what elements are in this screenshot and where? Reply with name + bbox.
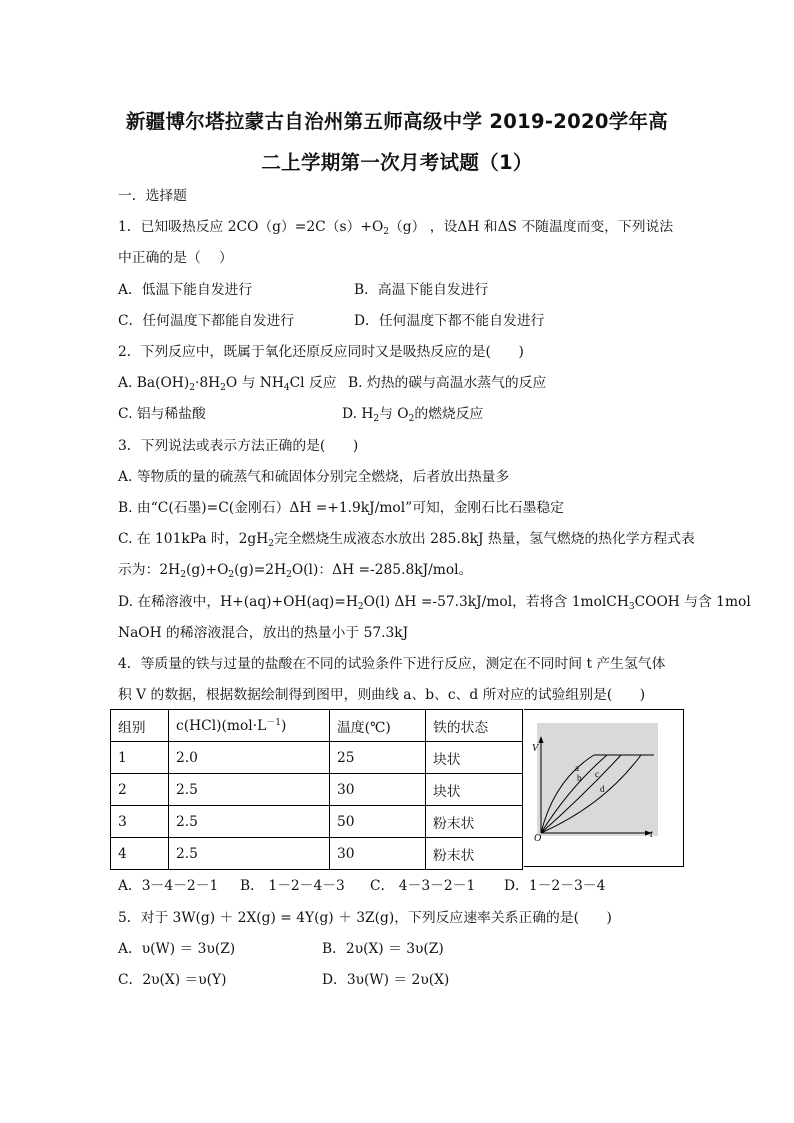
q2-option-b[interactable]: B. 灼热的碳与高温水蒸气的反应 <box>348 375 547 391</box>
cell-temp: 25 <box>330 742 426 774</box>
cell-temp: 30 <box>330 774 426 806</box>
q2-option-d[interactable]: D. $H_2$与 $O_2$的燃烧反应 <box>342 406 484 424</box>
q5-option-b[interactable]: B．2υ(X) ＝ 3υ(Z) <box>322 941 444 957</box>
cell-group: 2 <box>111 774 169 806</box>
q3-stem: 3．下列说法或表示方法正确的是( ) <box>118 438 359 454</box>
cell-group: 4 <box>111 838 169 870</box>
q5-option-c[interactable]: C．2υ(X) ＝υ(Y) <box>118 972 227 988</box>
q5-stem: 5．对于 3W(g) ＋ 2X(g) = 4Y(g) ＋ 3Z(g)，下列反应速率关系正确的是( ) <box>118 910 612 926</box>
q4-data-table <box>110 709 523 870</box>
curve-b-label: b <box>577 773 582 783</box>
q1-option-c[interactable]: C．任何温度下都能自发进行 <box>118 313 295 329</box>
q1-stem-line2: 中正确的是（ ） <box>118 250 233 266</box>
cell-temp: 30 <box>330 838 426 870</box>
cell-state: 粉末状 <box>426 838 523 870</box>
q2-stem: 2．下列反应中，既属于氧化还原反应同时又是吸热反应的是( ) <box>118 344 524 360</box>
graph-y-label: V <box>532 743 539 754</box>
curve-c-label: c <box>595 769 599 779</box>
table-row <box>111 838 523 870</box>
cell-state: 粉末状 <box>426 806 523 838</box>
q3-option-a[interactable]: A. 等物质的量的硫蒸气和硫固体分别完全燃烧，后者放出热量多 <box>118 469 510 485</box>
cell-group: 1 <box>111 742 169 774</box>
q2-option-c[interactable]: C. 铝与稀盐酸 <box>118 406 206 422</box>
header-hcl-conc: $c(HCl)(mol\cdot L^{-1})$ <box>169 710 330 742</box>
q4-graph <box>524 710 683 867</box>
q4-stem-line2: 积 V 的数据，根据数据绘制得到图甲，则曲线 a、b、c、d 所对应的试验组别是( ) <box>118 687 646 703</box>
q1-stem-line1: 1．已知吸热反应 $2CO(g)=2C(s)+O_2(g)$ ，设ΔH 和ΔS 不随温度而变，下列说法 <box>118 219 674 237</box>
cell-hcl: 2.5 <box>169 838 330 870</box>
cell-group: 3 <box>111 806 169 838</box>
page-title-line2: 二上学期第一次月考试题（1） <box>261 151 533 174</box>
graph-origin-label: O <box>534 833 542 844</box>
cell-temp: 50 <box>330 806 426 838</box>
cell-hcl: 2.5 <box>169 774 330 806</box>
q4-option-d[interactable]: D．1－2－3－4 <box>504 878 606 894</box>
q1-option-b[interactable]: B．高温下能自发进行 <box>354 282 489 298</box>
header-iron-state: 铁的状态 <box>426 710 523 742</box>
q4-option-c[interactable]: C． 4－3－2－1 <box>370 878 476 894</box>
cell-state: 块状 <box>426 774 523 806</box>
table-row <box>111 774 523 806</box>
cell-hcl: 2.0 <box>169 742 330 774</box>
cell-hcl: 2.5 <box>169 806 330 838</box>
q2-option-a[interactable]: A. $Ba(OH)_2\cdot 8H_2O$ 与 $NH_4Cl$ 反应 <box>118 375 337 393</box>
q4-option-b[interactable]: B． 1－2－4－3 <box>240 878 345 894</box>
curve-d-label: d <box>600 784 605 794</box>
curve-a-label: a <box>575 763 579 773</box>
table-row <box>111 742 523 774</box>
q5-option-a[interactable]: A．υ(W) ＝ 3υ(Z) <box>118 941 236 957</box>
q4-option-a[interactable]: A．3－4－2－1 <box>118 878 219 894</box>
q3-option-c-line2: 示为：$2H_2(g)+O_2(g)=2H_2O(l)$：ΔH =-285.8kJ/mol。 <box>118 562 473 580</box>
q1-option-a[interactable]: A．低温下能自发进行 <box>118 282 253 298</box>
table-row <box>111 806 523 838</box>
table-header-row <box>111 710 523 742</box>
section-heading: 一．选择题 <box>118 188 187 204</box>
q4-graph-cell <box>524 709 684 867</box>
q3-option-d-line2: NaOH 的稀溶液混合，放出的热量小于 57.3kJ <box>118 625 409 641</box>
q1-option-d[interactable]: D．任何温度下都不能自发进行 <box>354 313 545 329</box>
q3-option-b[interactable]: B. 由“C(石墨)=C(金刚石）ΔH =+1.9kJ/mol”可知，金刚石比石墨稳定 <box>118 500 564 516</box>
q5-option-d[interactable]: D．3υ(W) ＝ 2υ(X) <box>322 972 450 988</box>
page-title-line1: 新疆博尔塔拉蒙古自治州第五师高级中学 2019-2020学年高 <box>125 110 669 133</box>
cell-state: 块状 <box>426 742 523 774</box>
graph-x-label: t <box>650 829 653 840</box>
header-temperature: 温度(℃) <box>330 710 426 742</box>
q3-option-d-line1[interactable]: D. 在稀溶液中，$H+(aq)+OH(aq)=H_2O(l)$ ΔH =-57.3kJ/mol，若将含 1molCH$_3$COOH 与含 1mol <box>118 594 751 612</box>
q4-stem-line1: 4．等质量的铁与过量的盐酸在不同的试验条件下进行反应，测定在不同时间 t 产生氢气体 <box>118 656 666 672</box>
header-group: 组别 <box>111 710 169 742</box>
q3-option-c-line1[interactable]: C. 在 101kPa 时，$2gH_2$完全燃烧生成液态水放出 285.8kJ 热量，氢气燃烧的热化学方程式表 <box>118 531 695 549</box>
